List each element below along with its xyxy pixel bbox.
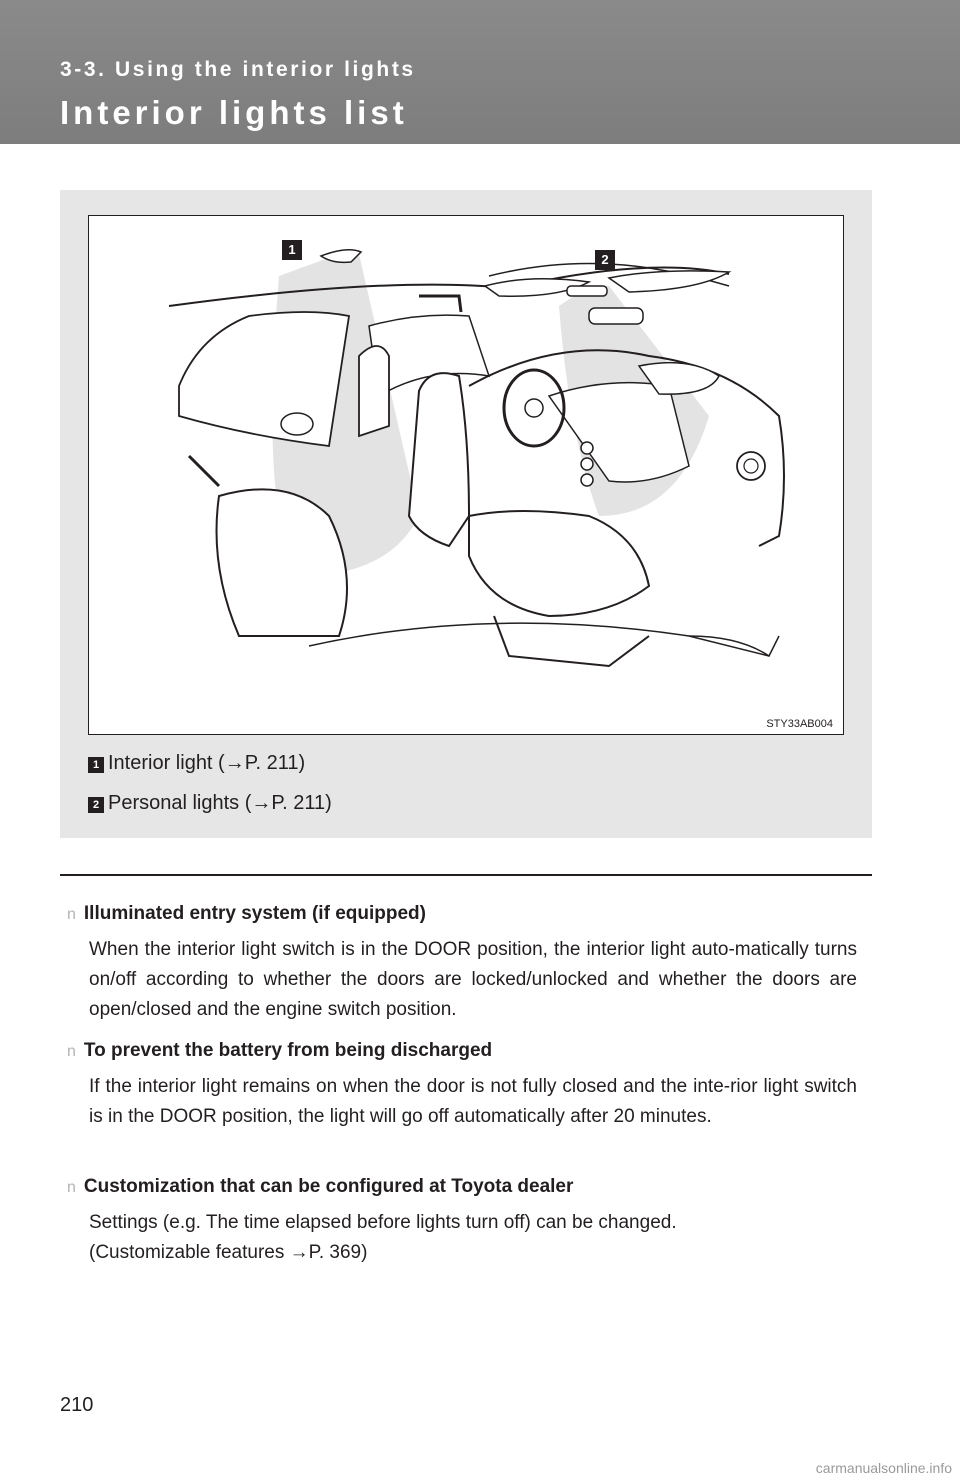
figure-code: STY33AB004 [766, 718, 833, 730]
legend-badge: 1 [88, 757, 104, 773]
interior-illustration [88, 215, 844, 735]
callout-2: 2 [595, 250, 615, 270]
bullet-icon: n [67, 1043, 76, 1060]
page-title: Interior lights list [60, 94, 408, 131]
page-number: 210 [60, 1394, 94, 1416]
note-heading-text: To prevent the battery from being discharged [83, 1040, 493, 1061]
legend-item-interior-light [88, 752, 305, 775]
note-line: (Customizable features →P. 369) [89, 1242, 368, 1263]
note-heading [67, 903, 426, 925]
section-label: 3-3. Using the interior lights [60, 58, 416, 81]
watermark: carmanualsonline.info [815, 1460, 952, 1476]
note-heading [67, 1040, 492, 1062]
legend-label: Personal lights (→P. 211) [108, 792, 332, 814]
bullet-icon: n [67, 906, 76, 923]
car-interior-drawing [89, 216, 843, 734]
legend-badge: 2 [88, 797, 104, 813]
note-heading-text: Customization that can be configured at Toyota dealer [83, 1176, 574, 1197]
legend-label: Interior light (→P. 211) [108, 752, 306, 774]
bullet-icon: n [67, 1179, 76, 1196]
note-heading [67, 1176, 573, 1198]
section-header [0, 0, 960, 144]
section-divider [60, 874, 872, 876]
figure-panel [60, 190, 872, 838]
note-body [89, 1208, 857, 1268]
note-heading-text: Illuminated entry system (if equipped) [83, 903, 426, 924]
note-body: When the interior light switch is in the DOOR position, the interior light auto-matically turns on/off according to whether the doors are locked/unlocked and whether the doors are open/closed and the engine switch position. [89, 939, 857, 1020]
legend-item-personal-lights [88, 792, 332, 815]
note-line: Settings (e.g. The time elapsed before lights turn off) can be changed. [89, 1212, 677, 1233]
callout-1: 1 [282, 240, 302, 260]
note-body: If the interior light remains on when the door is not fully closed and the inte-rior light switch is in the DOOR position, the light will go off automatically after 20 minutes. [89, 1076, 857, 1127]
